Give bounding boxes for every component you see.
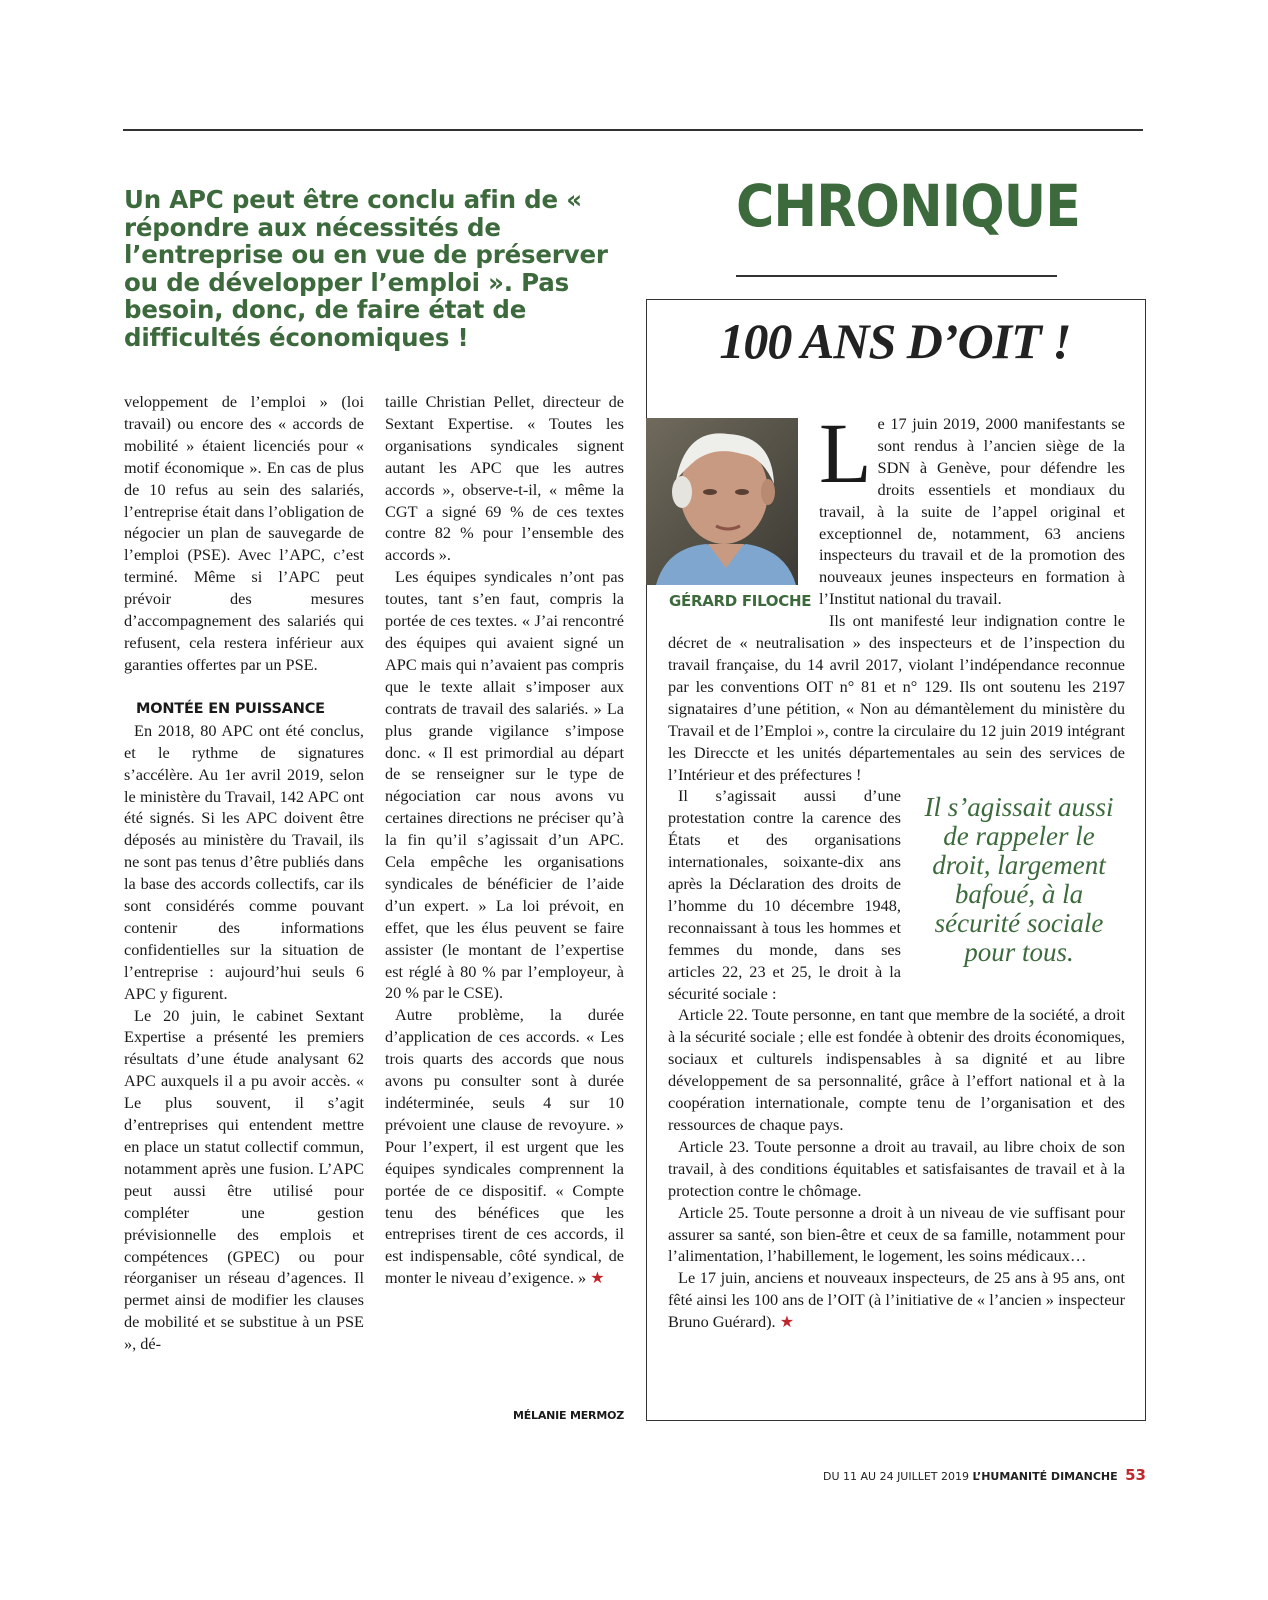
- paragraph-text: e 17 juin 2019, 2000 manifestants se sont rendus à l’ancien siège de la SDN à Genève, pour défendre les droits essentiels et mondiaux du travail, à la suite de l’appel original et exceptionnel de, notamment, 63 anciens inspecteurs du travail et de la promotion des nouveaux jeunes inspecteurs en formation à l’Institut national du travail.: [819, 414, 1125, 609]
- photo-spacer: [668, 413, 819, 613]
- star-icon: ★: [779, 1314, 795, 1332]
- star-icon: ★: [590, 1270, 605, 1288]
- chronique-text: [668, 405, 1125, 1334]
- publication-name: L’HUMANITÉ DIMANCHE: [972, 1470, 1118, 1483]
- drop-cap: L: [819, 405, 872, 501]
- paragraph: veloppement de l’emploi » (loi travail) ou encore des « accords de mobilité » étaient licenciés pour « motif économique ». En cas de plus de 10 refus au sein des salariés, l’entreprise était dans l’obligation de négocier un plan de sauvegarde de l’emploi (PSE). Avec l’APC, c’est terminé. Même si l’APC peut prévoir des mesures d’accompagnement des salariés qui refusent, cela restera inférieur aux garanties offertes par un PSE.: [124, 392, 364, 674]
- highlight-quote: Il s’agissait aussi de rappeler le droit, largement bafoué, à la sécurité sociale pour tous.: [924, 792, 1114, 968]
- paragraph: Ils ont manifesté leur indignation contre le décret de « neutralisation » des inspecteurs et de l’inspection du travail française, du 14 avril 2017, violant l’indépendance reconnue par les conventions OIT n° 81 et n° 129. Ils ont soutenu les 2197 signataires d’une pétition, « Non au démantèlement du ministère du Travail et de l’Emploi », contre la circulaire du 12 juin 2019 intégrant les Direccte et les unités départementales au sein des services de l’Intérieur et des préfectures !: [668, 611, 1125, 784]
- article-column-2: [385, 391, 624, 1290]
- page-footer: [823, 1466, 1146, 1484]
- paragraph-text: Le 17 juin, anciens et nouveaux inspecteurs, de 25 ans à 95 ans, ont fêté ainsi les 100 ans de l’OIT (à l’initiative de « l’ancien » inspecteur Bruno Guérard).: [668, 1268, 1125, 1332]
- paragraph: Article 23. Toute personne a droit au travail, au libre choix de son travail, à des conditions équitables et satisfaisantes de travail et à la protection contre le chômage.: [668, 1136, 1125, 1200]
- article-column-1: [124, 391, 364, 1355]
- page-number: 53: [1125, 1466, 1146, 1484]
- paragraph: [385, 1004, 624, 1290]
- section-kicker: CHRONIQUE: [736, 172, 1080, 240]
- paragraph: Article 22. Toute personne, en tant que membre de la société, a droit à la sécurité sociale ; elle est fondée à obtenir des droits économiques, sociaux et culturels indispensables à sa dignité et au libre développement de sa personnalité, grâce à l’effort national et à la coopération internationale, compte tenu de l’organisation et des ressources de chaque pays.: [668, 1005, 1125, 1134]
- top-rule: [123, 129, 1143, 131]
- paragraph: En 2018, 80 APC ont été conclus, et le rythme de signatures s’accélère. Au 1er avril 2019, selon le ministère du Travail, 142 APC ont été signés. Si les APC doivent être déposés au ministère du Travail, ils ne sont pas tenus d’être publiés dans la base des accords collectifs, car ils sont considérés comme pouvant contenir des informations confidentielles sur la situation de l’entreprise : aujourd’hui seuls 6 APC y figurent.: [124, 720, 364, 1003]
- paragraph: Les équipes syndicales n’ont pas toutes, tant s’en faut, compris la portée de ces textes. « J’ai rencontré des équipes qui avaient signé un APC mais qui n’avaient pas compris que le texte allait s’imposer aux contrats de travail des salariés. » La plus grande vigilance s’impose donc. « Il est primordial au départ de se renseigner sur le type de négociation car nous avons vu certaines directions ne préciser qu’à la fin qu’il s’agissait d’un APC. Cela empêche les organisations syndicales de bénéficier de l’aide d’un expert. » La loi prévoit, en effet, que les élus peuvent se faire assister (le montant de l’expertise est réglé à 80 % par l’employeur, à 20 % par le CSE).: [385, 567, 624, 1003]
- paragraph: Il s’agissait aussi d’une protestation contre la carence des États et des organisations internationales, soixante-dix ans après la Déclaration des droits de l’homme du 10 décembre 1948, reconnaissant à tous les hommes et femmes du monde, dans ses articles 22, 23 et 25, le droit à la sécurité sociale :: [668, 786, 901, 1003]
- paragraph: [668, 1267, 1125, 1334]
- subheading: MONTÉE EN PUISSANCE: [136, 700, 325, 717]
- paragraph-text: Autre problème, la durée d’application de ces accords. « Les trois quarts des accords que nous avons pu consulter sont à durée indéterminée, seuls 4 sur 10 prévoient une clause de revoyure. » Pour l’expert, il est urgent que les équipes syndicales comprennent la portée de ce dispositif. « Compte tenu des bénéfices que les entreprises tirent de ces accords, il est indispensable, côté syndical, de monter le niveau d’exigence. »: [385, 1005, 624, 1288]
- paragraph: Article 25. Toute personne a droit à un niveau de vie suffisant pour assurer sa santé, son bien-être et ceux de sa famille, notamment pour l’alimentation, l’habillement, le logement, les soins médicaux…: [668, 1202, 1125, 1266]
- issue-date: DU 11 AU 24 JUILLET 2019: [822, 1470, 970, 1483]
- author-signature: MÉLANIE MERMOZ: [512, 1409, 624, 1422]
- paragraph: Le 20 juin, le cabinet Sextant Expertise a présenté les premiers résultats d’une étude analysant 62 APC auxquels il a pu avoir accès. « Le plus souvent, il s’agit d’entreprises qui entendent mettre en place un statut collectif commun, notamment après une fusion. L’APC peut aussi être utilisé pour compléter une gestion prévisionnelle des emplois et compétences (GPEC) ou pour réorganiser un réseau d’agences. Il permet ainsi de modifier les clauses de mobilité et se substitue à un PSE », dé-: [124, 1005, 364, 1354]
- photo-caption: GÉRARD FILOCHE: [669, 592, 812, 610]
- paragraph: taille Christian Pellet, directeur de Sextant Expertise. « Toutes les organisations syndicales signent autant les APC que les autres accords », observe-t-il, « même la CGT a signé 69 % de ces textes contre 82 % pour l’ensemble des accords ».: [385, 392, 624, 565]
- pull-quote: Un APC peut être conclu afin de « répondre aux nécessités de l’entreprise ou en vue de préserver ou de développer l’emploi ». Pas besoin, donc, de faire état de difficultés économiques !: [124, 185, 608, 352]
- chronique-headline: 100 ANS D’OIT !: [719, 313, 1071, 369]
- kicker-rule: [736, 275, 1057, 277]
